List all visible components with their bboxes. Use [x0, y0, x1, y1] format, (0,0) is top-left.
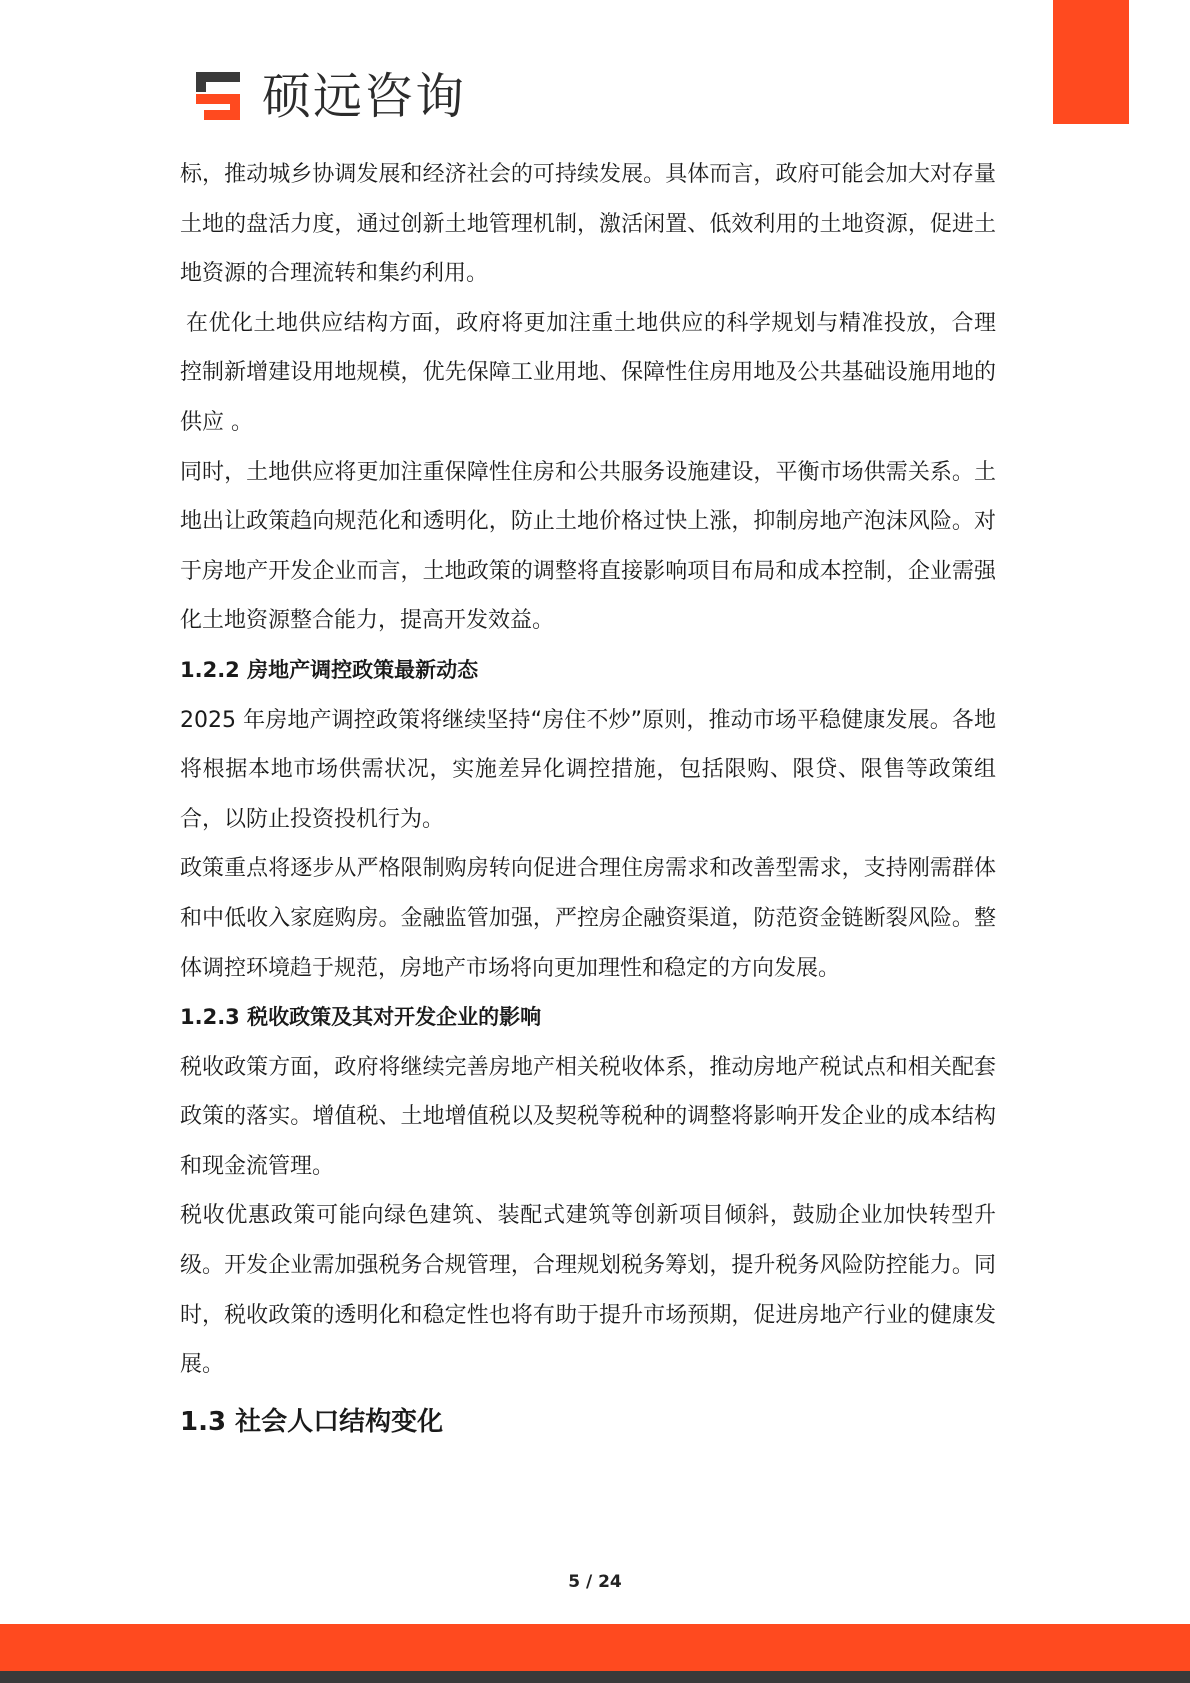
paragraph: 税收政策方面，政府将继续完善房地产相关税收体系，推动房地产税试点和相关配套政策的落实。增值税、土地增值税以及契税等税种的调整将影响开发企业的成本结构和现金流管理。	[180, 1054, 996, 1179]
page-number: 5 / 24	[568, 1572, 622, 1592]
logo-text: 硕远咨询	[262, 67, 467, 125]
section-heading-1-2-3: 1.2.3 税收政策及其对开发企业的影响	[180, 1005, 542, 1030]
paragraph: 政策重点将逐步从严格限制购房转向促进合理住房需求和改善型需求，支持刚需群体和中低收入家庭购房。金融监管加强，严控房企融资渠道，防范资金链断裂风险。整体调控环境趋于规范，房地产市场将向更加理性和稳定的方向发展。	[180, 856, 996, 981]
corner-accent-block	[1053, 0, 1129, 124]
footer-accent-bar	[0, 1624, 1190, 1671]
paragraph: 在优化土地供应结构方面，政府将更加注重土地供应的科学规划与精准投放，合理控制新增建设用地规模，优先保障工业用地、保障性住房用地及公共基础设施用地的供应 。	[180, 310, 996, 435]
section-heading-1-2-2: 1.2.2 房地产调控政策最新动态	[180, 657, 479, 682]
paragraph: 2025 年房地产调控政策将继续坚持“房住不炒”原则，推动市场平稳健康发展。各地将根据本地市场供需状况，实施差异化调控措施，包括限购、限贷、限售等政策组合，以防止投资投机行为。	[180, 707, 996, 832]
paragraph: 标，推动城乡协调发展和经济社会的可持续发展。具体而言，政府可能会加大对存量土地的盘活力度，通过创新土地管理机制，激活闲置、低效利用的土地资源，促进土地资源的合理流转和集约利用。	[180, 162, 996, 287]
document-body	[180, 150, 996, 1450]
company-logo	[192, 66, 466, 126]
footer-dark-strip	[0, 1671, 1190, 1683]
section-heading-1-3: 1.3 社会人口结构变化	[180, 1406, 444, 1437]
paragraph: 税收优惠政策可能向绿色建筑、装配式建筑等创新项目倾斜，鼓励企业加快转型升级。开发企业需加强税务合规管理，合理规划税务筹划，提升税务风险防控能力。同时，税收政策的透明化和稳定性也将有助于提升市场预期，促进房地产行业的健康发展。	[180, 1203, 996, 1378]
logo-mark-icon	[192, 68, 250, 124]
paragraph: 同时，土地供应将更加注重保障性住房和公共服务设施建设，平衡市场供需关系。土地出让政策趋向规范化和透明化，防止土地价格过快上涨，抑制房地产泡沫风险。对于房地产开发企业而言，土地政策的调整将直接影响项目布局和成本控制，企业需强化土地资源整合能力，提高开发效益。	[180, 459, 996, 634]
